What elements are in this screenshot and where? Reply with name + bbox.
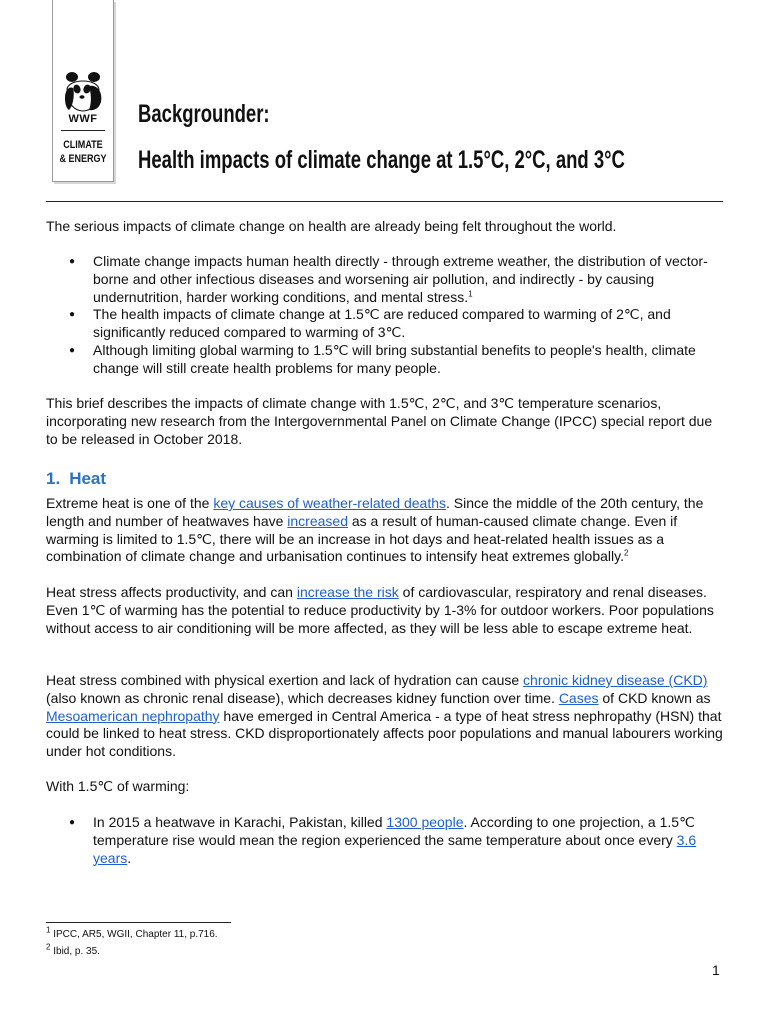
link-key-causes[interactable]: key causes of weather-related deaths xyxy=(213,495,447,511)
heat-paragraph-2 xyxy=(46,584,726,637)
logo-divider xyxy=(61,130,105,131)
section-title: Heat xyxy=(69,469,107,488)
text-run: . According to one projection, a 1.5℃ temperature rise would mean the region experienced the same temperature about once every xyxy=(93,814,695,848)
link-1300-people[interactable]: 1300 people xyxy=(386,814,464,830)
heat-paragraph-3 xyxy=(46,672,726,761)
link-ckd[interactable]: chronic kidney disease (CKD) xyxy=(523,672,708,688)
link-increased[interactable]: increased xyxy=(287,512,348,529)
list-item xyxy=(46,342,721,378)
footnote-number: 2 xyxy=(46,942,51,952)
logo-climate: CLIMATE xyxy=(63,139,103,151)
doc-kicker: Backgrounder: xyxy=(138,100,270,128)
footnote-ref[interactable]: 2 xyxy=(623,548,629,558)
bullet-text: The health impacts of climate change at 1.5℃ are reduced compared to warming of 2℃, and significantly reduced compared to warming of 3℃. xyxy=(93,306,671,341)
intro-paragraph: The serious impacts of climate change on health are already being felt throughout the world. xyxy=(46,218,617,234)
link-3-6-years[interactable]: 3.6 years xyxy=(93,831,697,866)
footnote-number: 1 xyxy=(46,925,51,935)
footnote-1 xyxy=(46,925,218,940)
list-item xyxy=(46,814,721,867)
warming-bullets xyxy=(46,814,721,867)
section-heading xyxy=(46,469,106,489)
footnote-text: IPCC, AR5, WGII, Chapter 11, p.716. xyxy=(53,929,218,940)
footnote-2 xyxy=(46,942,100,957)
warming-label: With 1.5℃ of warming: xyxy=(46,778,190,794)
summary-bullets xyxy=(46,253,721,378)
list-item xyxy=(46,253,721,306)
text-run: of CKD known as xyxy=(598,689,711,706)
text-run: Heat stress combined with physical exertion and lack of hydration can cause xyxy=(46,672,524,688)
section-number: 1. xyxy=(46,469,61,488)
brief-paragraph: This brief describes the impacts of climate change with 1.5℃, 2℃, and 3℃ temperature scenarios, incorporating new research from the Intergovernmental Panel on Climate Change (IPCC) special report due to be released in October 2018. xyxy=(46,395,713,447)
panda-icon xyxy=(61,68,105,112)
link-mesoamerican-nephropathy[interactable]: Mesoamerican nephropathy xyxy=(46,707,220,724)
wwf-wordmark: WWF xyxy=(68,113,98,125)
heat-paragraph-1 xyxy=(46,495,726,566)
bullet-text: Climate change impacts human health directly - through extreme weather, the distribution of vector-borne and other infectious diseases and worsening air pollution, and indirectly - by causing undernutrition, harder working conditions, and mental stress. xyxy=(93,253,708,305)
doc-title: Health impacts of climate change at 1.5°C, 2°C, and 3°C xyxy=(138,146,625,174)
text-run: . Since the middle of the 20th century, the length and number of heatwaves have xyxy=(46,495,704,529)
header-rule xyxy=(46,201,723,202)
page-number: 1 xyxy=(712,962,720,978)
text-run: as a result of human-caused climate change. Even if warming is limited to 1.5℃, there will be an increase in hot days and heat-related health issues as a combination of climate change and urbanisation continues to intensify heat extremes globally. xyxy=(46,512,678,565)
text-run: Extreme heat is one of the xyxy=(46,495,214,511)
bullet-text: Although limiting global warming to 1.5℃ will bring substantial benefits to people's health, climate change will still create health problems for many people. xyxy=(93,341,696,376)
text-run: (also known as chronic renal disease), which decreases kidney function over time. xyxy=(46,689,559,706)
link-cases[interactable]: Cases xyxy=(558,689,599,706)
footnote-ref[interactable]: 1 xyxy=(468,288,473,298)
text-run: . xyxy=(127,849,132,866)
wwf-logo xyxy=(52,0,114,182)
text-run: have emerged in Central America - a type of heat stress nephropathy (HSN) that could be linked to heat stress. CKD disproportionately affects poor populations and manual labourers working under hot conditions. xyxy=(46,707,723,760)
text-run: of cardiovascular, respiratory and renal diseases. Even 1℃ of warming has the potential to reduce productivity by 1-3% for outdoor workers. Poor populations without access to air conditioning will be more affected, as they will be less able to escape extreme heat. xyxy=(46,584,714,636)
footnote-rule xyxy=(46,922,231,923)
link-increase-risk[interactable]: increase the risk xyxy=(296,584,399,600)
footnote-text: Ibid, p. 35. xyxy=(53,946,100,957)
list-item xyxy=(46,306,721,342)
text-run: Heat stress affects productivity, and can xyxy=(46,584,297,600)
text-run: In 2015 a heatwave in Karachi, Pakistan, killed xyxy=(93,814,387,830)
logo-energy: & ENERGY xyxy=(59,153,107,165)
